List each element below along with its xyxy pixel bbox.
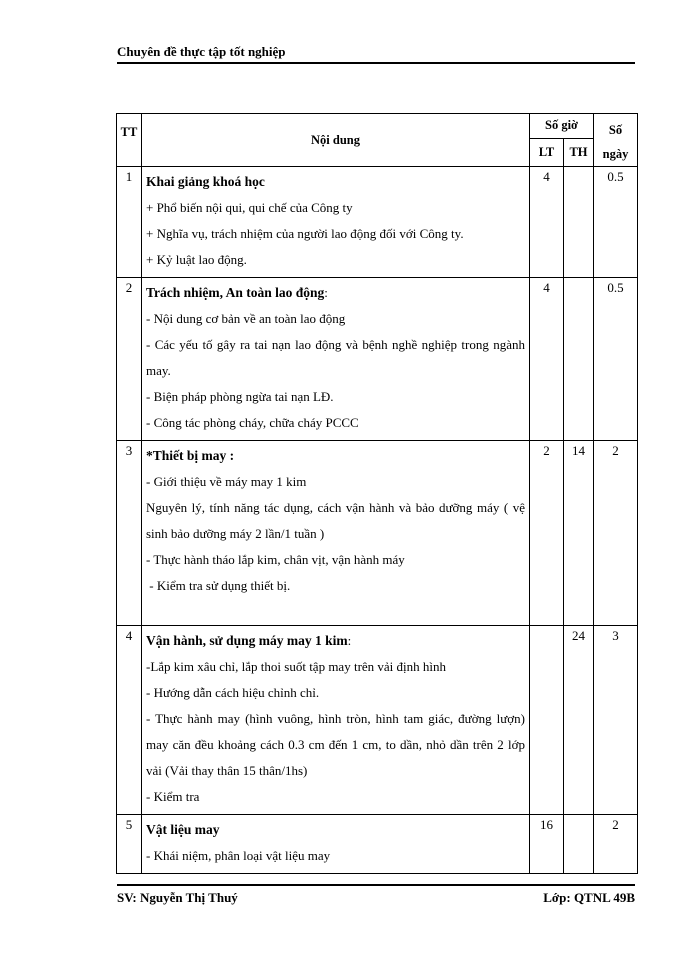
col-header-days-line2: ngày [602, 147, 629, 161]
row-line: - Nội dung cơ bản về an toàn lao động [146, 311, 346, 326]
row-line: - Hướng dẫn cách hiệu chỉnh chỉ. [146, 685, 320, 700]
row-lt-hours: 16 [529, 815, 563, 874]
row-th-hours [563, 278, 593, 441]
row-line: - Các yếu tố gây ra tai nạn lao động và bệnh nghề nghiệp trong ngành may. [146, 337, 525, 378]
row-content [142, 815, 530, 874]
row-line: - Biện pháp phòng ngừa tai nạn LĐ. [146, 389, 334, 404]
row-line: - Kiểm tra [146, 789, 200, 804]
row-title: Vật liệu may [146, 822, 220, 837]
row-title-suffix: : [324, 285, 328, 300]
row-line: - Giới thiệu về máy may 1 kim [146, 474, 307, 489]
row-title-suffix: : [347, 633, 352, 648]
row-content [142, 167, 530, 278]
footer-class: Lớp: QTNL 49B [543, 890, 635, 905]
row-number: 2 [117, 278, 142, 441]
row-days: 2 [594, 441, 638, 626]
table-header-row [117, 114, 638, 139]
table-row [117, 815, 638, 874]
row-line: - Thực hành tháo lắp kim, chân vịt, vận hành máy [146, 552, 405, 567]
row-days: 2 [594, 815, 638, 874]
row-lt-hours: 4 [529, 278, 563, 441]
col-header-hours: Số giờ [529, 114, 593, 139]
row-line: + Kỷ luật lao động. [146, 252, 247, 267]
row-line: -Lắp kim xâu chỉ, lắp thoi suốt tập may trên vải định hình [146, 659, 447, 674]
row-line: - Kiểm tra sử dụng thiết bị. [146, 578, 291, 593]
row-title: Vận hành, sử dụng máy may 1 kim [146, 633, 348, 648]
row-number: 5 [117, 815, 142, 874]
row-th-hours: 24 [563, 626, 593, 815]
row-line: - Thực hành may (hình vuông, hình tròn, hình tam giác, đường lượn) may căn đều khoảng cách 0.3 cm đến 1 cm, to dần, nhỏ dần trên 2 lớp vải (Vải thay thân 15 thân/1hs) [146, 711, 525, 778]
row-th-hours [563, 167, 593, 278]
col-header-days-line1: Số [608, 123, 623, 137]
col-header-content: Nội dung [142, 114, 530, 167]
row-lt-hours: 2 [529, 441, 563, 626]
row-lt-hours: 4 [529, 167, 563, 278]
row-content [142, 441, 530, 626]
row-title: Trách nhiệm, An toàn lao động [146, 285, 325, 300]
row-title-suffix: : [226, 448, 235, 463]
row-number: 3 [117, 441, 142, 626]
row-number: 4 [117, 626, 142, 815]
row-content [142, 626, 530, 815]
row-number: 1 [117, 167, 142, 278]
page-footer [117, 884, 635, 906]
row-th-hours: 14 [563, 441, 593, 626]
row-days: 3 [594, 626, 638, 815]
row-line: - Khái niệm, phân loại vật liệu may [146, 848, 331, 863]
table-row [117, 626, 638, 815]
row-lt-hours [529, 626, 563, 815]
row-line: + Phổ biến nội qui, qui chế của Công ty [146, 200, 353, 215]
row-days: 0.5 [594, 167, 638, 278]
table-row [117, 278, 638, 441]
col-header-tt: TT [117, 114, 142, 167]
row-title: Khai giảng khoá học [146, 174, 265, 189]
col-header-th: TH [563, 138, 593, 166]
row-spacer [146, 599, 525, 621]
table-row [117, 441, 638, 626]
training-plan-table [116, 113, 638, 874]
row-content [142, 278, 530, 441]
row-th-hours [563, 815, 593, 874]
row-days: 0.5 [594, 278, 638, 441]
row-line: - Công tác phòng cháy, chữa cháy PCCC [146, 415, 359, 430]
table-row [117, 167, 638, 278]
row-line: Nguyên lý, tính năng tác dụng, cách vận hành và bảo dưỡng máy ( vệ sinh bảo dưỡng máy 2 lần/1 tuần ) [146, 500, 525, 541]
footer-student: SV: Nguyễn Thị Thuý [117, 890, 238, 905]
col-header-days [594, 114, 638, 167]
col-header-lt: LT [529, 138, 563, 166]
page-header: Chuyên đề thực tập tốt nghiệp [117, 44, 635, 64]
row-title: *Thiết bị may [146, 448, 227, 463]
row-line: + Nghĩa vụ, trách nhiệm của người lao động đối với Công ty. [146, 226, 464, 241]
